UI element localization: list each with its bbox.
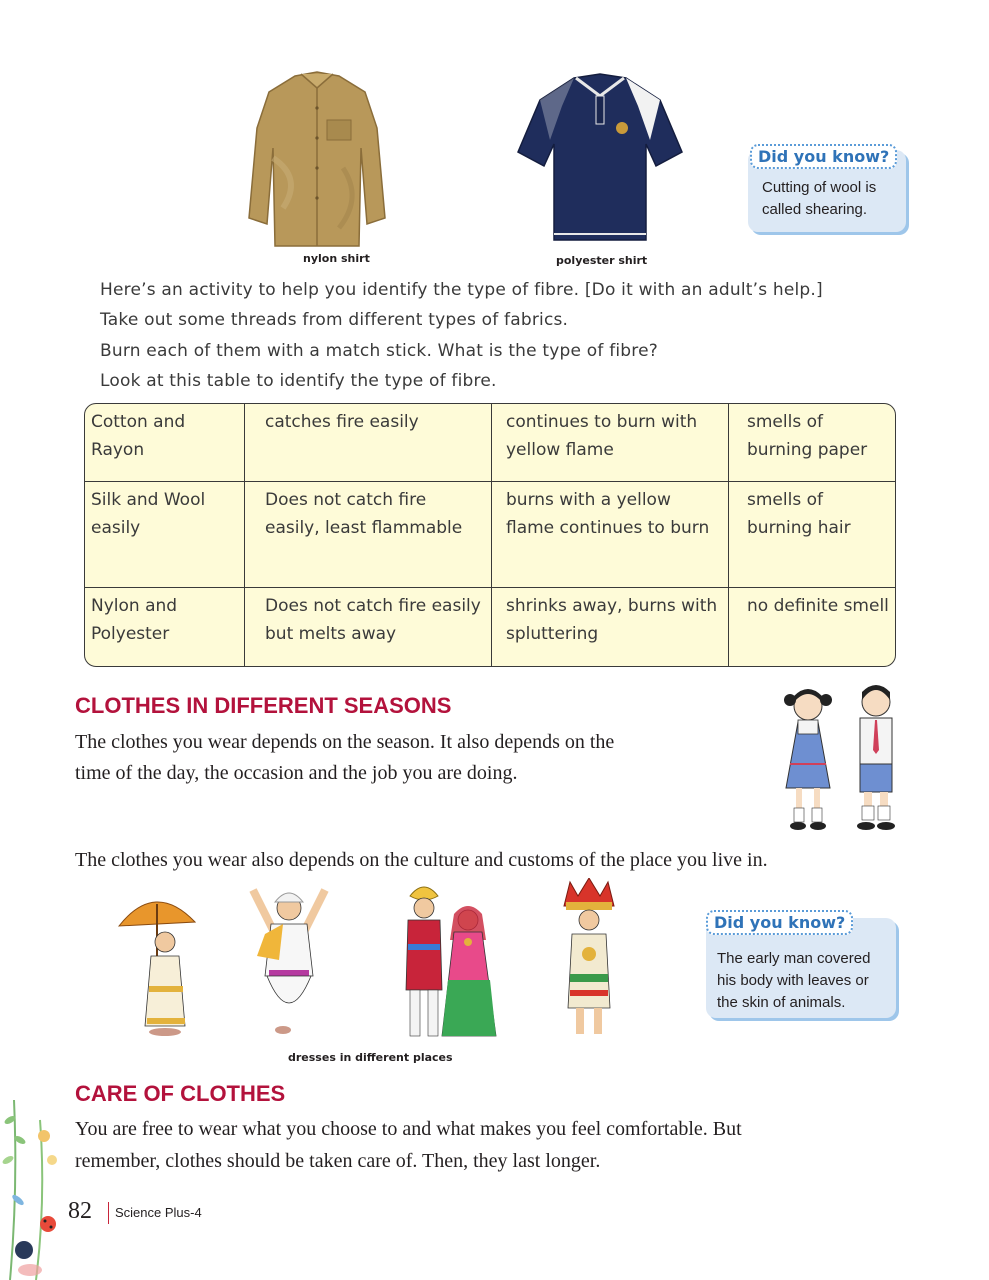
- activity-line: Burn each of them with a match stick. What is the type of fibre?: [100, 341, 658, 361]
- activity-line: Look at this table to identify the type of fibre.: [100, 371, 497, 391]
- table-cell: Silk and Wool easily: [85, 482, 245, 588]
- did-you-know-line: called shearing.: [762, 201, 868, 218]
- table-row: [85, 404, 895, 482]
- table-cell: burns with a yellow flame continues to burn: [492, 482, 729, 588]
- dress-headdress-image: [556, 878, 622, 1044]
- seasons-paragraph-line: time of the day, the occasion and the job you are doing.: [75, 762, 518, 784]
- table-cell: continues to burn with yellow flame: [492, 404, 729, 482]
- table-cell: shrinks away, burns with spluttering: [492, 588, 729, 666]
- dress-umbrella-image: [115, 886, 199, 1042]
- table-cell: no definite smell: [747, 596, 889, 616]
- table-cell: smells of burning paper: [729, 404, 895, 482]
- fibre-table: [84, 403, 896, 667]
- seasons-paragraph-line: The clothes you wear depends on the season. It also depends on the: [75, 731, 615, 753]
- table-row: [85, 482, 895, 588]
- floral-decoration: [0, 1100, 72, 1280]
- footer-divider: [108, 1202, 109, 1224]
- table-row: [85, 588, 895, 666]
- page-number: 82: [68, 1198, 92, 1224]
- nylon-shirt-image: [243, 68, 391, 250]
- did-you-know-line: The early man covered: [717, 950, 871, 967]
- did-you-know-text: [717, 948, 870, 1014]
- care-paragraph-line: remember, clothes should be taken care of. Then, they last longer.: [75, 1150, 601, 1172]
- table-cell: Does not catch fire easily but melts away: [245, 588, 492, 666]
- did-you-know-line: Cutting of wool is: [762, 179, 877, 196]
- dress-dancer-image: [243, 880, 335, 1042]
- care-paragraph-line: You are free to wear what you choose to and what makes you feel comfortable. But: [75, 1118, 742, 1140]
- book-title: Science Plus-4: [115, 1205, 202, 1220]
- activity-line: Here’s an activity to help you identify the type of fibre. [Do it with an adult’s help.]: [100, 280, 823, 300]
- did-you-know-title: Did you know?: [750, 144, 897, 169]
- table-cell: smells of burning hair: [729, 482, 895, 588]
- polyester-shirt-caption: polyester shirt: [556, 254, 648, 267]
- dress-couple-image: [396, 880, 506, 1050]
- did-you-know-line: the skin of animals.: [717, 994, 846, 1011]
- dresses-caption: dresses in different places: [288, 1051, 453, 1064]
- culture-paragraph: The clothes you wear also depends on the culture and customs of the place you live in.: [75, 849, 768, 871]
- table-cell: Nylon and Polyester: [85, 588, 245, 666]
- activity-line: Take out some threads from different types of fabrics.: [100, 310, 569, 330]
- nylon-shirt-caption: nylon shirt: [303, 252, 370, 265]
- section-heading-seasons: CLOTHES IN DIFFERENT SEASONS: [75, 693, 452, 718]
- table-cell: Does not catch fire easily, least flammable: [245, 482, 492, 588]
- school-children-image: [778, 678, 910, 838]
- did-you-know-title: Did you know?: [706, 910, 853, 935]
- section-heading-care: CARE OF CLOTHES: [75, 1081, 286, 1106]
- polyester-shirt-image: [510, 70, 690, 246]
- table-cell: catches fire easily: [245, 404, 492, 482]
- table-cell: Cotton and Rayon: [85, 404, 245, 482]
- did-you-know-text: [762, 177, 876, 221]
- did-you-know-line: his body with leaves or: [717, 972, 869, 989]
